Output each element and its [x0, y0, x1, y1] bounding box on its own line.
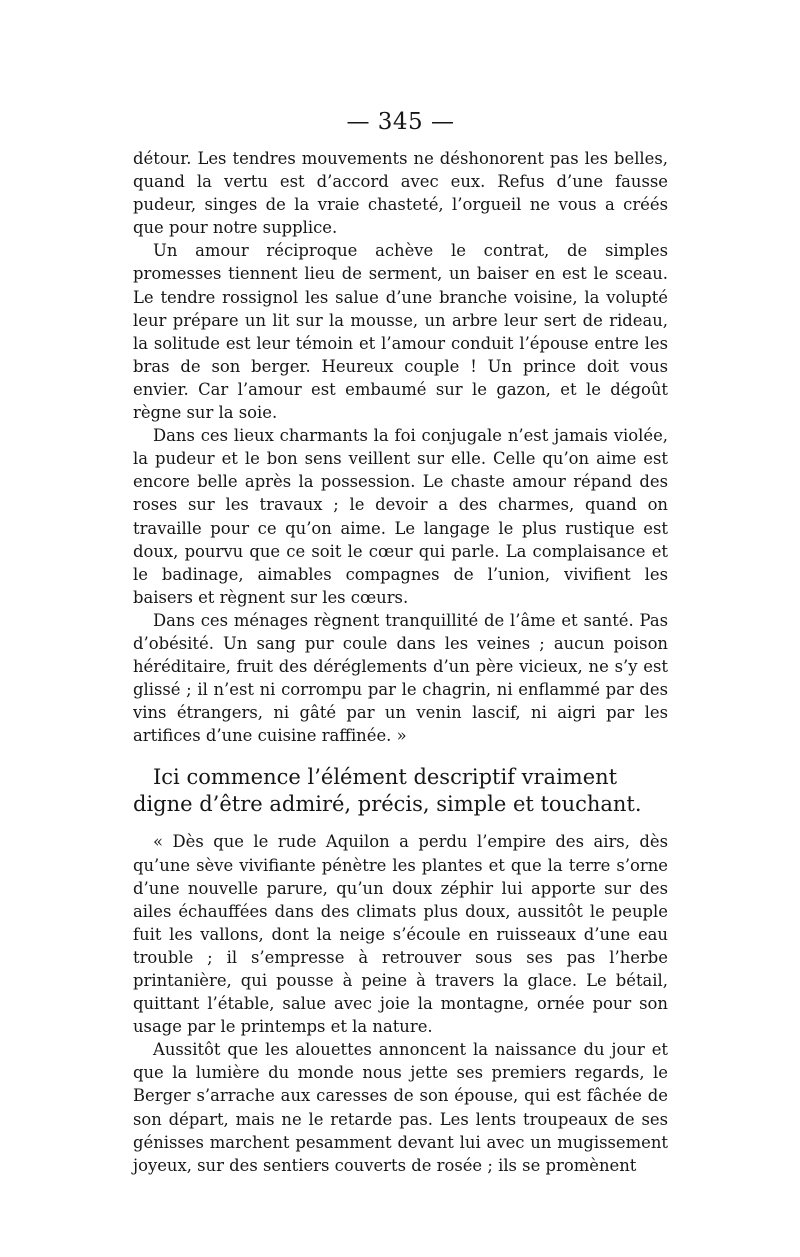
section-heading: Ici commence l’élément descriptif vraiment digne d’être admiré, précis, simple et touchant. [133, 765, 642, 817]
paragraph: « Dès que le rude Aquilon a perdu l’empire des airs, dès qu’une sève vivifiante pénètre les plantes et que la terre s’orne d’une nouvelle parure, qu’un doux zéphir lui apporte sur des ailes échauffées dans des climats plus doux, aussitôt le peuple fuit les vallons, dont la neige s’écoule en ruisseaux d’une eau trouble ; il s’empresse à retrouver sous ses pas l’herbe printanière, qui pousse à peine à travers la glace. Le bétail, quittant l’étable, salue avec joie la montagne, ornée pour son usage par le printemps et la nature. [133, 832, 668, 1037]
book-page [133, 108, 668, 1177]
paragraph: Aussitôt que les alouettes annoncent la naissance du jour et que la lumière du monde nous jette ses premiers regards, le Berger s’arrache aux caresses de son épouse, qui est fâchée de son départ, mais ne le retarde pas. Les lents troupeaux de ses génisses marchent pesamment devant lui avec un mugissement joyeux, sur des sentiers couverts de rosée ; ils se promènent [133, 1040, 668, 1175]
paragraph: Dans ces lieux charmants la foi conjugale n’est jamais violée, la pudeur et le bon sens veillent sur elle. Celle qu’on aime est encore belle après la possession. Le chaste amour répand des roses sur les travaux ; le devoir a des charmes, quand on travaille pour ce qu’on aime. Le langage le plus rustique est doux, pourvu que ce soit le cœur qui parle. La complaisance et le badinage, aimables compagnes de l’union, vivifient les baisers et règnent sur les cœurs. [133, 426, 668, 607]
page-number: — 345 — [346, 109, 455, 135]
paragraph: Un amour réciproque achève le contrat, de simples promesses tiennent lieu de serment, un baiser en est le sceau. Le tendre rossignol les salue d’une branche voisine, la volupté leur prépare un lit sur la mousse, un arbre leur sert de rideau, la solitude est leur témoin et l’amour conduit l’épouse entre les bras de son berger. Heureux couple ! Un prince doit vous envier. Car l’amour est embaumé sur le gazon, et le dégoût règne sur la soie. [133, 241, 668, 423]
paragraph: Dans ces ménages règnent tranquillité de l’âme et santé. Pas d’obésité. Un sang pur coule dans les veines ; aucun poison héréditaire, fruit des déréglements d’un père vicieux, ne s’y est glissé ; il n’est ni corrompu par le chagrin, ni enflammé par des vins étrangers, ni gâté par un venin lascif, ni aigri par les artifices d’une cuisine raffinée. » [133, 610, 668, 746]
paragraph: détour. Les tendres mouvements ne déshonorent pas les belles, quand la vertu est d’accord avec eux. Refus d’une fausse pudeur, singes de la vraie chasteté, l’orgueil ne vous a créés que pour notre supplice. [133, 149, 668, 238]
